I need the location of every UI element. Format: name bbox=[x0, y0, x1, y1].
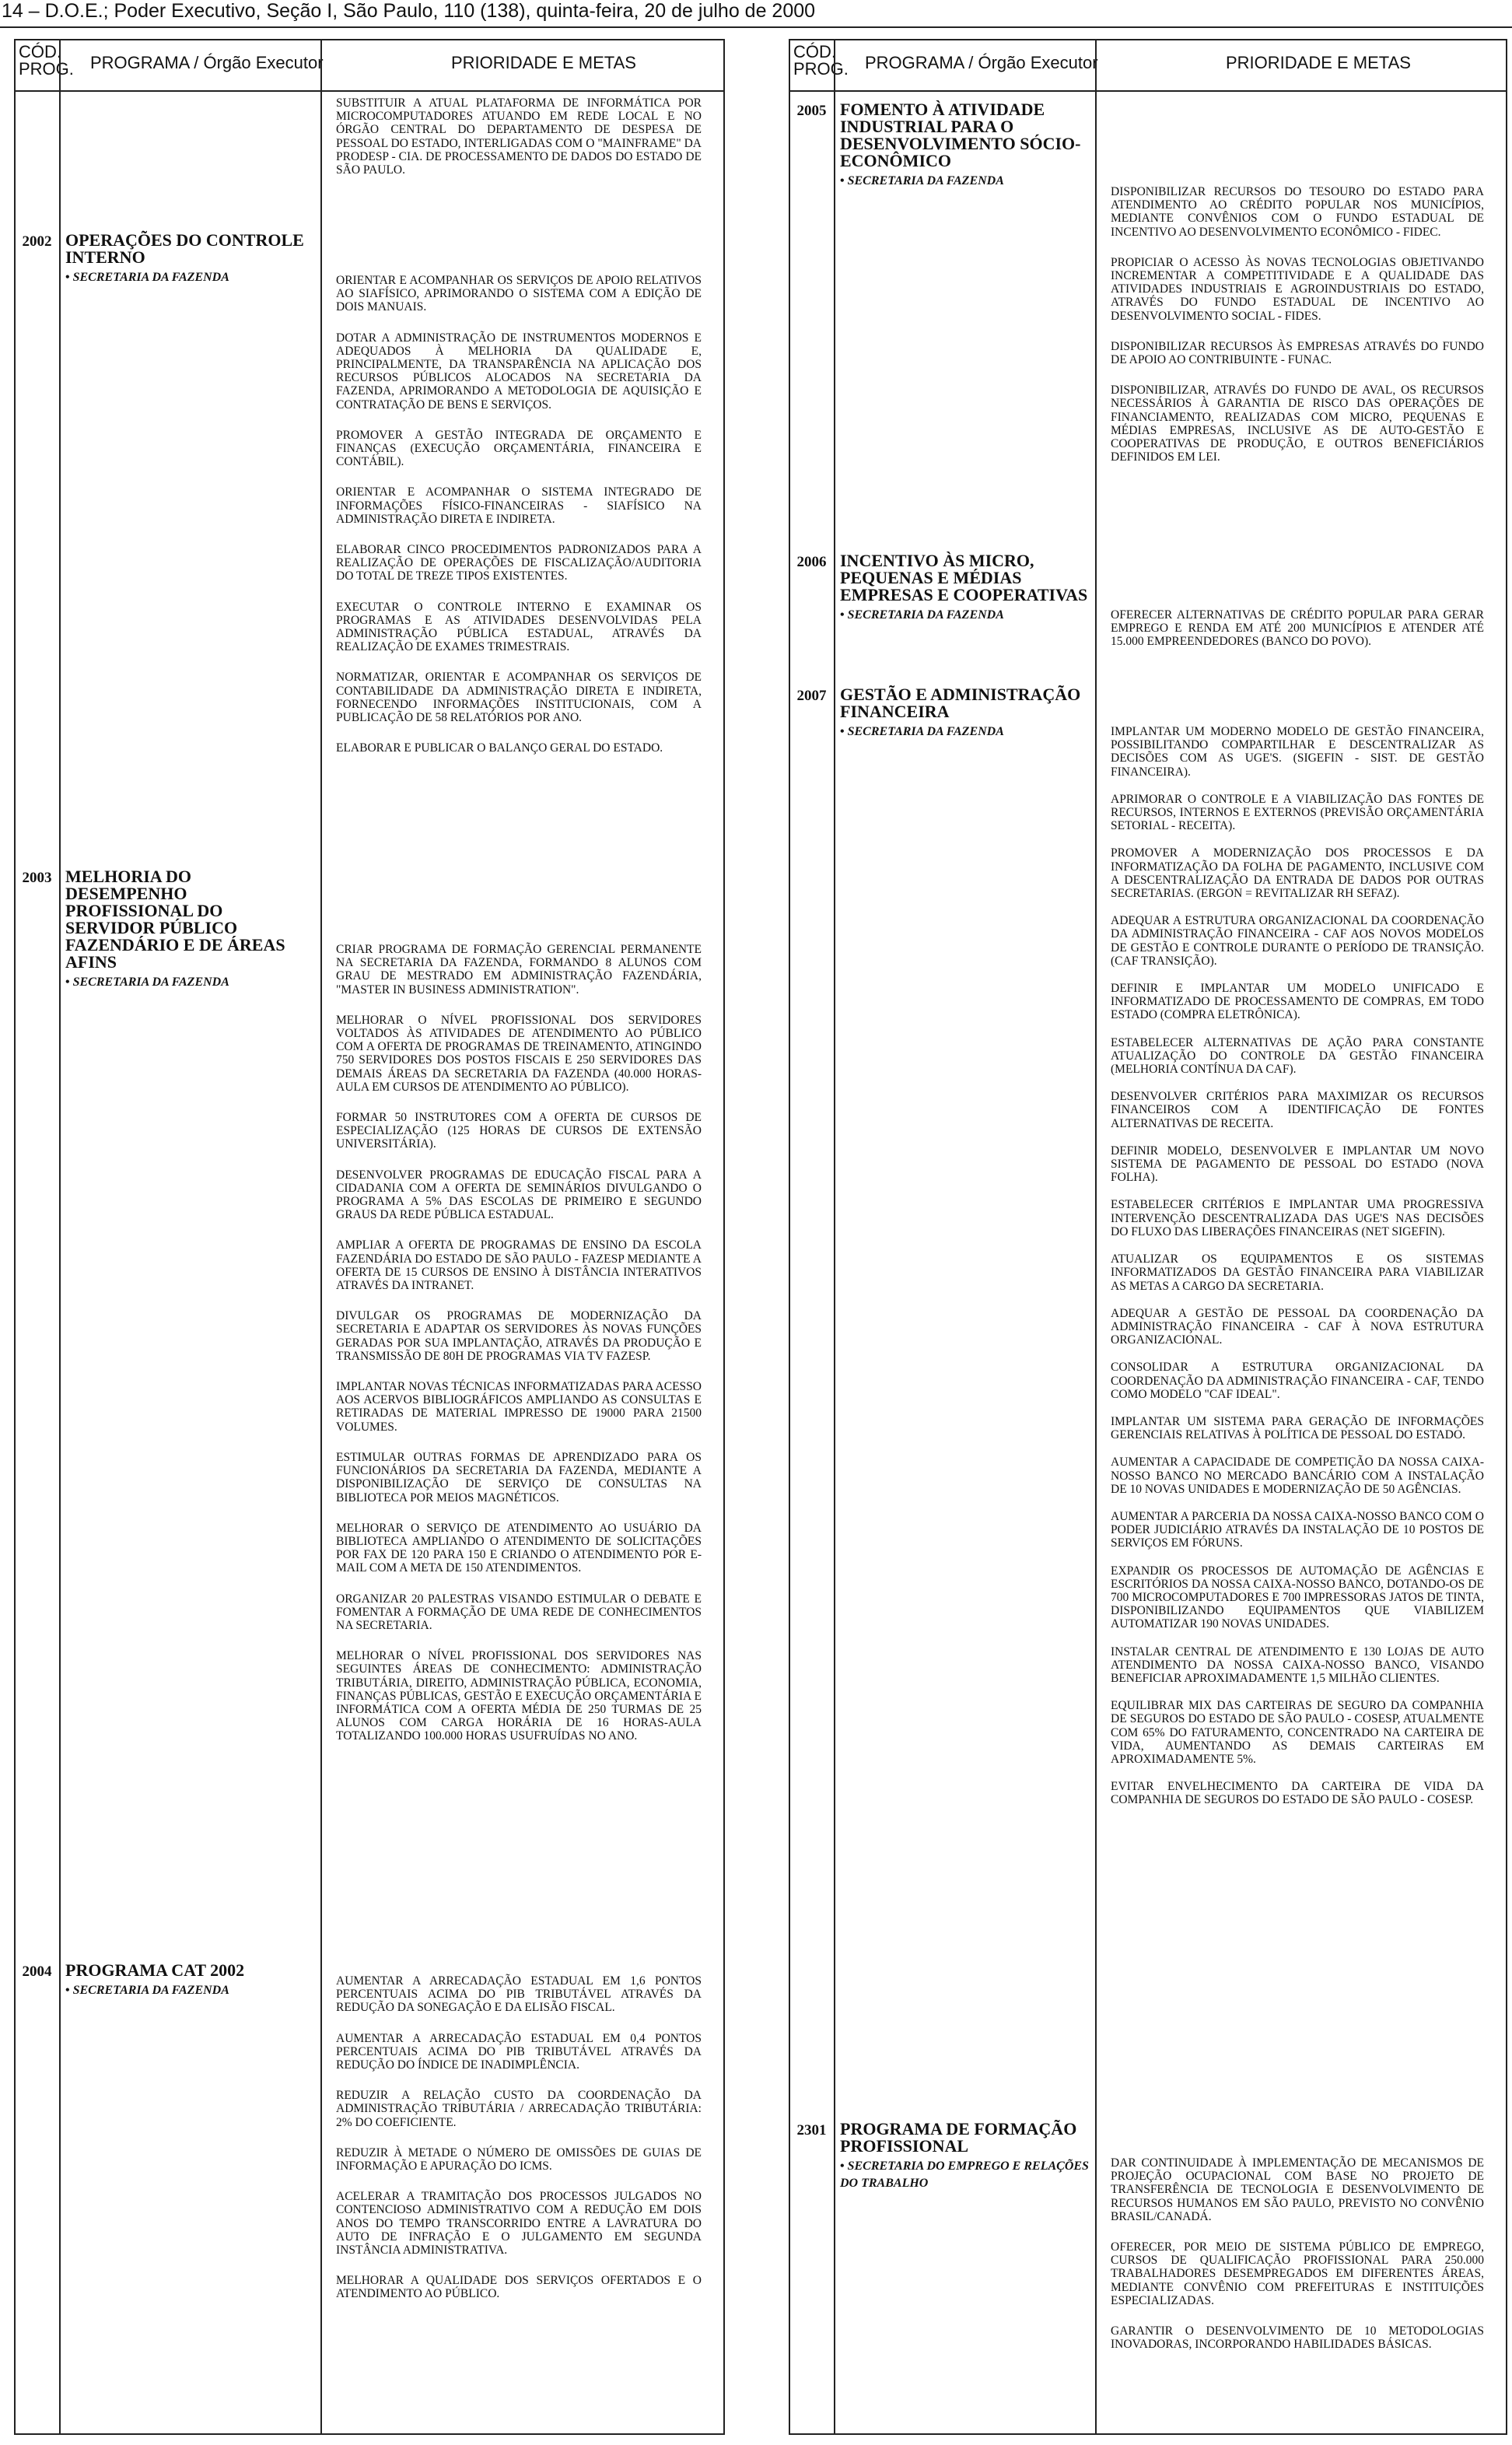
goal-item: EQUILIBRAR MIX DAS CARTEIRAS DE SEGURO DA COMPANHIA DE SEGUROS DO ESTADO DE SÃO PAULO - COSESP, ATUALMENTE COM 65% DO FATURAMENTO, CONCENTRADO NA CARTEIRA DE VIDA, AUMENTANDO AS DEMAIS CARTEIRAS EM APROXIMADAMENTE 5%. bbox=[1111, 1699, 1484, 1766]
goal-item: ACELERAR A TRAMITAÇÃO DOS PROCESSOS JULGADOS NO CONTENCIOSO ADMINISTRATIVO COM A REDUÇÃO EM DOIS ANOS DO TEMPO TRANSCORRIDO ENTRE A LAVRATURA DO AUTO DE INFRAÇÃO E O JULGAMENTO EM SEGUNDA INSTÂNCIA ADMINISTRATIVA. bbox=[336, 2190, 702, 2258]
goal-item: GARANTIR O DESENVOLVIMENTO DE 10 METODOLOGIAS INOVADORAS, INCORPORANDO HABILIDADES BÁSICAS. bbox=[1111, 2324, 1484, 2352]
program-code: 2004 bbox=[22, 1963, 52, 1980]
program-code: 2006 bbox=[796, 554, 827, 570]
program-2003-title bbox=[65, 868, 314, 991]
col-cod-header: CÓD. PROG. bbox=[19, 42, 74, 79]
goal-item: ORIENTAR E ACOMPANHAR OS SERVIÇOS DE APOIO RELATIVOS AO SIAFÍSICO, APRIMORANDO O SISTEMA COM A EDIÇÃO DE DOIS MANUAIS. bbox=[336, 274, 702, 314]
left-table bbox=[14, 39, 725, 2435]
program-code: 2007 bbox=[796, 688, 827, 704]
program-2006-goals bbox=[1111, 608, 1484, 666]
goal-item: ORIENTAR E ACOMPANHAR O SISTEMA INTEGRADO DE INFORMAÇÕES FÍSICO-FINANCEIRAS - SIAFÍSICO NA ADMINISTRAÇÃO DIRETA E INDIRETA. bbox=[336, 485, 702, 526]
goal-item: REDUZIR À METADE O NÚMERO DE OMISSÕES DE GUIAS DE INFORMAÇÃO E APURAÇÃO DO ICMS. bbox=[336, 2146, 702, 2174]
goal-item: DEFINIR E IMPLANTAR UM MODELO UNIFICADO E INFORMATIZADO DE PROCESSAMENTO DE COMPRAS, EM TODO ESTADO (COMPRA ELETRÔNICA). bbox=[1111, 982, 1484, 1022]
goal-item: EXPANDIR OS PROCESSOS DE AUTOMAÇÃO DE AGÊNCIAS E ESCRITÓRIOS DA NOSSA CAIXA-NOSSO BANCO, DOTANDO-OS DE 700 MICROCOMPUTADORES E 700 IMPRESSORAS JATOS DE TINTA, DISPONIBILIZANDO EQUIPAMENTOS QUE VIABILIZEM AUTOMATIZAR 190 NOVAS UNIDADES. bbox=[1111, 1564, 1484, 1631]
document-page bbox=[14, 39, 1507, 2435]
executor-organ: • SECRETARIA DA FAZENDA bbox=[65, 1982, 314, 1999]
program-2007-goals bbox=[1111, 725, 1484, 1821]
left-divider-code bbox=[59, 40, 61, 2433]
col-prioridade-header: PRIORIDADE E METAS bbox=[451, 53, 636, 72]
goal-item: ESTIMULAR OUTRAS FORMAS DE APRENDIZADO PARA OS FUNCIONÁRIOS DA SECRETARIA DA FAZENDA, MEDIANTE A DISPONIBILIZAÇÃO DE SERVIÇO DE CONSULTAS NA BIBLIOTECA POR MEIOS MAGNÉTICOS. bbox=[336, 1450, 702, 1504]
goal-item: ADEQUAR A GESTÃO DE PESSOAL DA COORDENAÇÃO DA ADMINISTRAÇÃO FINANCEIRA - CAF À NOVA ESTRUTURA ORGANIZACIONAL. bbox=[1111, 1306, 1484, 1347]
page-header: 14 – D.O.E.; Poder Executivo, Seção I, São Paulo, 110 (138), quinta-feira, 20 de julho de 2000 bbox=[0, 0, 1512, 28]
goal-item: IMPLANTAR UM SISTEMA PARA GERAÇÃO DE INFORMAÇÕES GERENCIAIS RELATIVAS À POLÍTICA DE PESSOAL DO ESTADO. bbox=[1111, 1414, 1484, 1442]
goal-item: ATUALIZAR OS EQUIPAMENTOS E OS SISTEMAS INFORMATIZADOS DA GESTÃO FINANCEIRA PARA VIABILIZAR AS METAS A CARGO DA SECRETARIA. bbox=[1111, 1252, 1484, 1293]
left-table-header bbox=[16, 40, 723, 92]
goal-item: DEFINIR MODELO, DESENVOLVER E IMPLANTAR UM NOVO SISTEMA DE PAGAMENTO DE PESSOAL DO ESTADO (NOVA FOLHA). bbox=[1111, 1144, 1484, 1185]
goal-item: PROPICIAR O ACESSO ÀS NOVAS TECNOLOGIAS OBJETIVANDO INCREMENTAR A COMPETITIVIDADE E A QUALIDADE DAS ATIVIDADES INDUSTRIAIS E AGROINDUSTRIAIS DO ESTADO, ATRAVÉS DO FUNDO ESTADUAL DE INCENTIVO AO DESENVOLVIMENTO SOCIAL - FIDES. bbox=[1111, 255, 1484, 323]
goal-item: ESTABELECER ALTERNATIVAS DE AÇÃO PARA CONSTANTE ATUALIZAÇÃO DO CONTROLE DA GESTÃO FINANCEIRA (MELHORIA CONTÍNUA DA CAF). bbox=[1111, 1035, 1484, 1077]
goal-item: DISPONIBILIZAR RECURSOS ÀS EMPRESAS ATRAVÉS DO FUNDO DE APOIO AO CONTRIBUINTE - FUNAC. bbox=[1111, 339, 1484, 367]
executor-organ: • SECRETARIA DA FAZENDA bbox=[840, 607, 1089, 624]
program-title: PROGRAMA CAT 2002 bbox=[65, 1960, 245, 1980]
goal-item: ADEQUAR A ESTRUTURA ORGANIZACIONAL DA COORDENAÇÃO DA ADMINISTRAÇÃO FINANCEIRA - CAF AOS NOVOS MODELOS DE GESTÃO E CONTROLE DURANTE O PERÍODO DE TRANSIÇÃO. (CAF TRANSIÇÃO). bbox=[1111, 914, 1484, 968]
executor-organ: • SECRETARIA DA FAZENDA bbox=[840, 723, 1089, 741]
goal-item: CONSOLIDAR A ESTRUTURA ORGANIZACIONAL DA COORDENAÇÃO DA ADMINISTRAÇÃO FINANCEIRA - CAF, TENDO COMO MODELO "CAF IDEAL". bbox=[1111, 1361, 1484, 1401]
goal-item: NORMATIZAR, ORIENTAR E ACOMPANHAR OS SERVIÇOS DE CONTABILIDADE DA ADMINISTRAÇÃO DIRETA E INDIRETA, FORNECENDO INFORMAÇÕES INSTITUCIONAIS, COM A PUBLICAÇÃO DE 58 RELATÓRIOS POR ANO. bbox=[336, 671, 702, 725]
program-title: GESTÃO E ADMINISTRAÇÃO FINANCEIRA bbox=[840, 685, 1081, 721]
program-code: 2301 bbox=[796, 2122, 827, 2138]
right-table bbox=[789, 39, 1507, 2435]
goal-item: SUBSTITUIR A ATUAL PLATAFORMA DE INFORMÁTICA POR MICROCOMPUTADORES ATUANDO EM REDE LOCAL E NO ÓRGÃO CENTRAL DO DEPARTAMENTO DE DESPESA DE PESSOAL DO ESTADO, INTERLIGADAS COM O "MAINFRAME" DA PRODESP - CIA. DE PROCESSAMENTO DE DADOS DO ESTADO DE SÃO PAULO. bbox=[336, 96, 702, 177]
program-2301-title bbox=[840, 2121, 1089, 2192]
goal-item: AUMENTAR A PARCERIA DA NOSSA CAIXA-NOSSO BANCO COM O PODER JUDICIÁRIO ATRAVÉS DA INSTALAÇÃO DE 10 POSTOS DE SERVIÇOS EM FÓRUNS. bbox=[1111, 1509, 1484, 1550]
goal-item: DIVULGAR OS PROGRAMAS DE MODERNIZAÇÃO DA SECRETARIA E ADAPTAR OS SERVIDORES ÀS NOVAS FUNÇÕES GERADAS POR SUA IMPLANTAÇÃO, ATRAVÉS DA PRODUÇÃO E TRANSMISSÃO DE 80H DE PROGRAMAS VIA TV FAZESP. bbox=[336, 1309, 702, 1363]
program-2002-goals bbox=[336, 274, 702, 772]
goal-item: OFERECER ALTERNATIVAS DE CRÉDITO POPULAR PARA GERAR EMPREGO E RENDA EM ATÉ 200 MUNICÍPIOS E ATENDER ATÉ 15.000 EMPREENDEDORES (BANCO DO POVO). bbox=[1111, 608, 1484, 649]
program-title: MELHORIA DO DESEMPENHO PROFISSIONAL DO SERVIDOR PÚBLICO FAZENDÁRIO E DE ÁREAS AFINS bbox=[65, 867, 285, 972]
goal-item: INSTALAR CENTRAL DE ATENDIMENTO E 130 LOJAS DE AUTO ATENDIMENTO DA NOSSA CAIXA-NOSSO BANCO, VISANDO BENEFICIAR APROXIMADAMENTE 1,5 MILHÃO CLIENTES. bbox=[1111, 1645, 1484, 1685]
goal-item: AUMENTAR A ARRECADAÇÃO ESTADUAL EM 0,4 PONTOS PERCENTUAIS ACIMA DO PIB TRIBUTÁVEL ATRAVÉS DA REDUÇÃO DO ÍNDICE DE INADIMPLÊNCIA. bbox=[336, 2031, 702, 2072]
goal-item: AUMENTAR A CAPACIDADE DE COMPETIÇÃO DA NOSSA CAIXA-NOSSO BANCO NO MERCADO BANCÁRIO COM A INSTALAÇÃO DE 10 NOVAS UNIDADES E MODERNIZAÇÃO DE 50 AGÊNCIAS. bbox=[1111, 1455, 1484, 1496]
goal-item: DISPONIBILIZAR, ATRAVÉS DO FUNDO DE AVAL, OS RECURSOS NECESSÁRIOS À GARANTIA DE RISCO DAS OPERAÇÕES DE FINANCIAMENTO, REALIZADAS COM MICRO, PEQUENAS E MÉDIAS EMPRESAS, INCLUSIVE AS DE AUTO-GESTÃO E COOPERATIVAS DE PRODUÇÃO, E OUTROS BENEFICIÁRIOS DEFINIDOS EM LEI. bbox=[1111, 384, 1484, 464]
goal-item: DAR CONTINUIDADE À IMPLEMENTAÇÃO DE MECANISMOS DE PROJEÇÃO OCUPACIONAL COM BASE NO PROJETO DE TRANSFERÊNCIA DE TECNOLOGIA E DESENVOLVIMENTO DE RECURSOS HUMANOS EM SÃO PAULO, PREVISTO NO CONVÊNIO BRASIL/CANADÁ. bbox=[1111, 2156, 1484, 2223]
goal-item: MELHORAR A QUALIDADE DOS SERVIÇOS OFERTADOS E O ATENDIMENTO AO PÚBLICO. bbox=[336, 2274, 702, 2301]
goal-item: ELABORAR E PUBLICAR O BALANÇO GERAL DO ESTADO. bbox=[336, 741, 663, 755]
program-title: FOMENTO À ATIVIDADE INDUSTRIAL PARA O DESENVOLVIMENTO SÓCIO-ECONÔMICO bbox=[840, 100, 1081, 170]
left-divider-program bbox=[320, 40, 322, 2433]
goal-item: DISPONIBILIZAR RECURSOS DO TESOURO DO ESTADO PARA ATENDIMENTO AO CRÉDITO POPULAR NOS MUNICÍPIOS, MEDIANTE CONVÊNIOS COM O FUNDO ESTADUAL DE INCENTIVO AO DESENVOLVIMENTO ECONÔMICO - FIDEC. bbox=[1111, 185, 1484, 239]
goal-item: PROMOVER A GESTÃO INTEGRADA DE ORÇAMENTO E FINANÇAS (EXECUÇÃO ORÇAMENTÁRIA, FINANCEIRA E CONTÁBIL). bbox=[336, 428, 702, 469]
program-2006-title bbox=[840, 552, 1089, 624]
goal-item: OFERECER, POR MEIO DE SISTEMA PÚBLICO DE EMPREGO, CURSOS DE QUALIFICAÇÃO PROFISSIONAL PARA 250.000 TRABALHADORES DESEMPREGADOS EM DIFERENTES ÁREAS, MEDIANTE CONVÊNIO COM PREFEITURAS E INSTITUIÇÕES ESPECIALIZADAS. bbox=[1111, 2240, 1484, 2307]
goal-item: IMPLANTAR UM MODERNO MODELO DE GESTÃO FINANCEIRA, POSSIBILITANDO COMPARTILHAR E DESCENTRALIZAR AS DECISÕES COM AS UGE'S. (SIGEFIN - SIST. DE GESTÃO FINANCEIRA). bbox=[1111, 725, 1484, 779]
program-code: 2002 bbox=[22, 233, 52, 250]
program-2005-goals bbox=[1111, 185, 1484, 481]
executor-organ: • SECRETARIA DO EMPREGO E RELAÇÕES DO TRABALHO bbox=[840, 2158, 1089, 2192]
goal-item: APRIMORAR O CONTROLE E A VIABILIZAÇÃO DAS FONTES DE RECURSOS, INTERNOS E EXTERNOS (PREVISÃO ORÇAMENTÁRIA SETORIAL - RECEITA). bbox=[1111, 792, 1484, 833]
executor-organ: • SECRETARIA DA FAZENDA bbox=[65, 269, 314, 286]
goal-item: ELABORAR CINCO PROCEDIMENTOS PADRONIZADOS PARA A REALIZAÇÃO DE OPERAÇÕES DE FISCALIZAÇÃO/AUDITORIA DO TOTAL DE TREZE TIPOS EXISTENTES. bbox=[336, 543, 702, 583]
goal-item: EXECUTAR O CONTROLE INTERNO E EXAMINAR OS PROGRAMAS E AS ATIVIDADES DESENVOLVIDAS PELA ADMINISTRAÇÃO PÚBLICA ESTADUAL, ATRAVÉS DA REALIZAÇÃO DE EXAMES TRIMESTRAIS. bbox=[336, 600, 702, 654]
program-2007-title bbox=[840, 686, 1089, 741]
program-2004-goals bbox=[336, 1974, 702, 2318]
goal-item: DESENVOLVER PROGRAMAS DE EDUCAÇÃO FISCAL PARA A CIDADANIA COM A OFERTA DE SEMINÁRIOS DIVULGANDO O PROGRAMA A 5% DAS ESCOLAS DE PRIMEIRO E SEGUNDO GRAUS DA REDE PÚBLICA ESTADUAL. bbox=[336, 1168, 702, 1222]
goal-item: CRIAR PROGRAMA DE FORMAÇÃO GERENCIAL PERMANENTE NA SECRETARIA DA FAZENDA, FORMANDO 8 ALUNOS COM GRAU DE MESTRADO EM ADMINISTRAÇÃO FAZENDÁRIA, "MASTER IN BUSINESS ADMINISTRATION". bbox=[336, 943, 702, 997]
program-code: 2005 bbox=[796, 103, 827, 119]
program-code: 2003 bbox=[22, 870, 52, 886]
goal-item: MELHORAR O NÍVEL PROFISSIONAL DOS SERVIDORES NAS SEGUINTES ÁREAS DE CONHECIMENTO: ADMINISTRAÇÃO TRIBUTÁRIA, DIREITO, ADMINISTRAÇÃO PÚBLICA, ECONOMIA, FINANÇAS PÚBLICAS, GESTÃO E EXECUÇÃO ORÇAMENTÁRIA E INFORMÁTICA COM A OFERTA MÉDIA DE 250 TURMAS DE 25 ALUNOS COM CARGA HORÁRIA DE 16 HORAS-AULA TOTALIZANDO 100.000 HORAS USUFRUÍDAS NO ANO. bbox=[336, 1649, 702, 1743]
col-programa-header: PROGRAMA / Órgão Executor bbox=[90, 53, 324, 72]
goal-item: FORMAR 50 INSTRUTORES COM A OFERTA DE CURSOS DE ESPECIALIZAÇÃO (125 HORAS DE CURSOS DE EXTENSÃO UNIVERSITÁRIA). bbox=[336, 1111, 702, 1151]
executor-organ: • SECRETARIA DA FAZENDA bbox=[65, 974, 314, 991]
intro-goal bbox=[336, 96, 702, 194]
program-2004-title bbox=[65, 1962, 314, 1999]
col-cod-header: CÓD. PROG. bbox=[793, 42, 849, 79]
program-2301-goals bbox=[1111, 2156, 1484, 2368]
executor-organ: • SECRETARIA DA FAZENDA bbox=[840, 173, 1089, 190]
goal-item: IMPLANTAR NOVAS TÉCNICAS INFORMATIZADAS PARA ACESSO AOS ACERVOS BIBLIOGRÁFICOS AMPLIANDO AS CONSULTAS E RETIRADAS DE MATERIAL IMPRESSO DE 19000 PARA 21500 VOLUMES. bbox=[336, 1380, 702, 1434]
col-programa-header: PROGRAMA / Órgão Executor bbox=[865, 53, 1098, 72]
goal-item: REDUZIR A RELAÇÃO CUSTO DA COORDENAÇÃO DA ADMINISTRAÇÃO TRIBUTÁRIA / ARRECADAÇÃO TRIBUTÁRIA: 2% DO COEFICIENTE. bbox=[336, 2089, 702, 2129]
goal-item: AMPLIAR A OFERTA DE PROGRAMAS DE ENSINO DA ESCOLA FAZENDÁRIA DO ESTADO DE SÃO PAULO - FAZESP MEDIANTE A OFERTA DE 15 CURSOS DE ENSINO À DISTÂNCIA INTERATIVOS ATRAVÉS DA INTRANET. bbox=[336, 1238, 702, 1293]
program-2005-title bbox=[840, 101, 1089, 190]
goal-item: DOTAR A ADMINISTRAÇÃO DE INSTRUMENTOS MODERNOS E ADEQUADOS À MELHORIA DA QUALIDADE E, PRINCIPALMENTE, DA TRANSPARÊNCIA NA APLICAÇÃO DOS RECURSOS PÚBLICOS ALOCADOS NA SECRETARIA DA FAZENDA, APRIMORANDO A METODOLOGIA DE AQUISIÇÃO E CONTRATAÇÃO DE BENS E SERVIÇOS. bbox=[336, 331, 702, 412]
goal-item: DESENVOLVER CRITÉRIOS PARA MAXIMIZAR OS RECURSOS FINANCEIROS COM A IDENTIFICAÇÃO DE FONTES ALTERNATIVAS DE RECEITA. bbox=[1111, 1090, 1484, 1130]
program-title: PROGRAMA DE FORMAÇÃO PROFISSIONAL bbox=[840, 2119, 1077, 2156]
goal-item: PROMOVER A MODERNIZAÇÃO DOS PROCESSOS E DA INFORMATIZAÇÃO DA FOLHA DE PAGAMENTO, INCLUSIVE COM A DESCENTRALIZAÇÃO DA ENTRADA DE DADOS POR OUTRAS SECRETARIAS. (ERGON = REVITALIZAR RH SEFAZ). bbox=[1111, 846, 1484, 901]
goal-item: ESTABELECER CRITÉRIOS E IMPLANTAR UMA PROGRESSIVA INTERVENÇÃO DESCENTRALIZADA DAS UGE'S NAS DECISÕES DO FLUXO DAS LIBERAÇÕES FINANCEIRAS (NET SIGEFIN). bbox=[1111, 1198, 1484, 1238]
right-table-header bbox=[790, 40, 1506, 92]
goal-item: MELHORAR O NÍVEL PROFISSIONAL DOS SERVIDORES VOLTADOS ÀS ATIVIDADES DE ATENDIMENTO AO PÚBLICO COM A OFERTA DE PROGRAMAS DE TREINAMENTO, ATINGINDO 750 SERVIDORES DOS POSTOS FISCAIS E 250 SERVIDORES DAS DEMAIS ÁREAS DA SECRETARIA DA FAZENDA (40.000 HORAS-AULA EM CURSOS DE ATENDIMENTO AO PÚBLICO). bbox=[336, 1013, 702, 1094]
goal-item: ORGANIZAR 20 PALESTRAS VISANDO ESTIMULAR O DEBATE E FOMENTAR A FORMAÇÃO DE UMA REDE DE CONHECIMENTOS NA SECRETARIA. bbox=[336, 1592, 702, 1632]
right-divider-code bbox=[834, 40, 835, 2433]
col-prioridade-header: PRIORIDADE E METAS bbox=[1226, 53, 1411, 72]
right-divider-program bbox=[1095, 40, 1097, 2433]
goal-item: EVITAR ENVELHECIMENTO DA CARTEIRA DE VIDA DA COMPANHIA DE SEGUROS DO ESTADO DE SÃO PAULO - COSESP. bbox=[1111, 1780, 1484, 1807]
program-title: INCENTIVO ÀS MICRO, PEQUENAS E MÉDIAS EMPRESAS E COOPERATIVAS bbox=[840, 551, 1088, 604]
program-2003-goals bbox=[336, 943, 702, 1760]
goal-item: AUMENTAR A ARRECADAÇÃO ESTADUAL EM 1,6 PONTOS PERCENTUAIS ACIMA DO PIB TRIBUTÁVEL ATRAVÉS DA REDUÇÃO DA SONEGAÇÃO E DA ELISÃO FISCAL. bbox=[336, 1974, 702, 2015]
program-2002-title bbox=[65, 232, 314, 286]
program-title: OPERAÇÕES DO CONTROLE INTERNO bbox=[65, 230, 304, 267]
goal-item: MELHORAR O SERVIÇO DE ATENDIMENTO AO USUÁRIO DA BIBLIOTECA AMPLIANDO O ATENDIMENTO DE SOLICITAÇÕES POR FAX DE 120 PARA 150 E CRIANDO O ATENDIMENTO POR E-MAIL COM A META DE 150 ATENDIMENTOS. bbox=[336, 1521, 702, 1575]
